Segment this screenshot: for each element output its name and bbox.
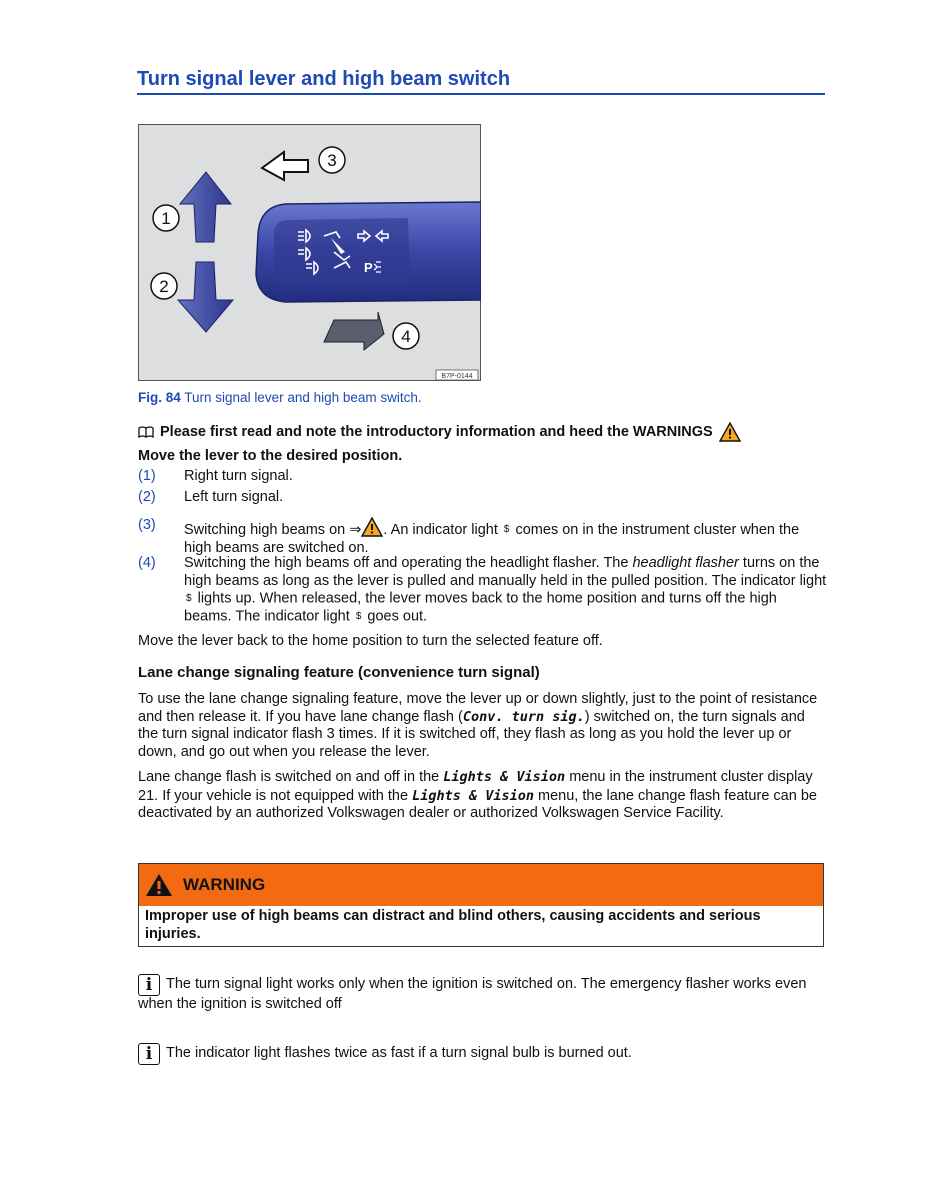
warning-triangle-icon[interactable] [719, 422, 741, 442]
menu-item-conv-turn-sig: Conv. turn sig. [462, 708, 585, 725]
high-beam-indicator-icon: $ [355, 611, 362, 623]
figure-turn-signal-lever [138, 124, 481, 381]
figure-code: B7P-0144 [441, 373, 473, 380]
figure-label: Fig. 84 [138, 390, 181, 405]
menu-lights-vision: Lights & Vision [443, 769, 566, 785]
home-position-text: Move the lever back to the home position to turn the selected feature off. [138, 633, 603, 649]
svg-text:P: P [364, 260, 373, 275]
callout-1: 1 [161, 209, 171, 228]
figure-caption [138, 390, 422, 405]
item-text: Switching the high beams off and operating the headlight flasher. The headlight flasher turns on the high beams as long as the lever is pulled and manually held in the pulled position. The indicator light $ lights up. When released, the lever moves back to the home position and turns off the high beams. The indicator light $ goes out. [184, 555, 827, 625]
lever-illustration [138, 124, 481, 381]
callout-4: 4 [401, 327, 411, 346]
warning-text: Improper use of high beams can distract and blind others, causing accidents and serious injuries. [145, 908, 761, 942]
callout-2: 2 [159, 277, 169, 296]
list-item [138, 489, 828, 507]
list-item [138, 468, 828, 486]
high-beam-indicator-icon: $ [503, 524, 510, 536]
item-text: Switching high beams on ⇒ . An indicator light $ comes on in the instrument cluster when the high beams are switched on. [184, 517, 828, 557]
figure-caption-text: Turn signal lever and high beam switch. [184, 390, 422, 405]
info-icon: i [138, 974, 160, 996]
list-item [138, 555, 828, 627]
instruction-heading: Move the lever to the desired position. [138, 448, 403, 464]
menu-lights-vision: Lights & Vision [412, 787, 534, 804]
first-read-text: Please first read and note the introductory information and heed the WARNINGS [160, 424, 713, 440]
info-note [138, 1043, 818, 1065]
warning-icon [145, 873, 173, 897]
high-beam-indicator-icon: $ [186, 593, 192, 604]
note-text: The indicator light flashes twice as fast if a turn signal bulb is burned out. [166, 1045, 632, 1061]
first-read-notice [138, 422, 741, 442]
item-text: Right turn signal. [184, 468, 293, 484]
info-icon: i [138, 1043, 160, 1065]
item-number: (4) [138, 555, 156, 571]
lane-change-paragraph-2: Lane change flash is switched on and off in the Lights & Vision menu in the instrument cluster display 21. If your vehicle is not equipped with the Lights & Vision menu, the lane change flash feature can be deactivated by an authorized Volkswagen dealer or authorized Volkswagen Service Facility. [138, 769, 817, 821]
page-reference[interactable]: 21 [138, 787, 155, 804]
callout-3: 3 [327, 151, 337, 170]
item-text: Left turn signal. [184, 489, 284, 505]
warning-link-icon[interactable] [361, 517, 383, 537]
lane-change-heading: Lane change signaling feature (convenience turn signal) [138, 664, 540, 681]
item-number: (3) [138, 517, 156, 533]
lane-change-paragraph-1: To use the lane change signaling feature, move the lever up or down slightly, just to the point of resistance and then release it. If you have lane change flash (Conv. turn sig.) switched on, the turn signals and the turn signal indicator flash 3 times. If it is switched off, they flash as long as you hold the lever up or down, and go out when you release the lever. [138, 691, 818, 760]
item-number: (2) [138, 489, 156, 505]
note-text: The turn signal light works only when the ignition is switched on. The emergency flasher works even when the ignition is switched off [138, 976, 807, 1012]
warning-label: WARNING [183, 875, 266, 894]
warning-box [138, 863, 824, 947]
page-title: Turn signal lever and high beam switch [137, 68, 825, 95]
warning-header [139, 864, 823, 906]
info-note [138, 974, 818, 1014]
book-icon [138, 426, 154, 438]
item-number: (1) [138, 468, 156, 484]
list-item [138, 517, 828, 556]
